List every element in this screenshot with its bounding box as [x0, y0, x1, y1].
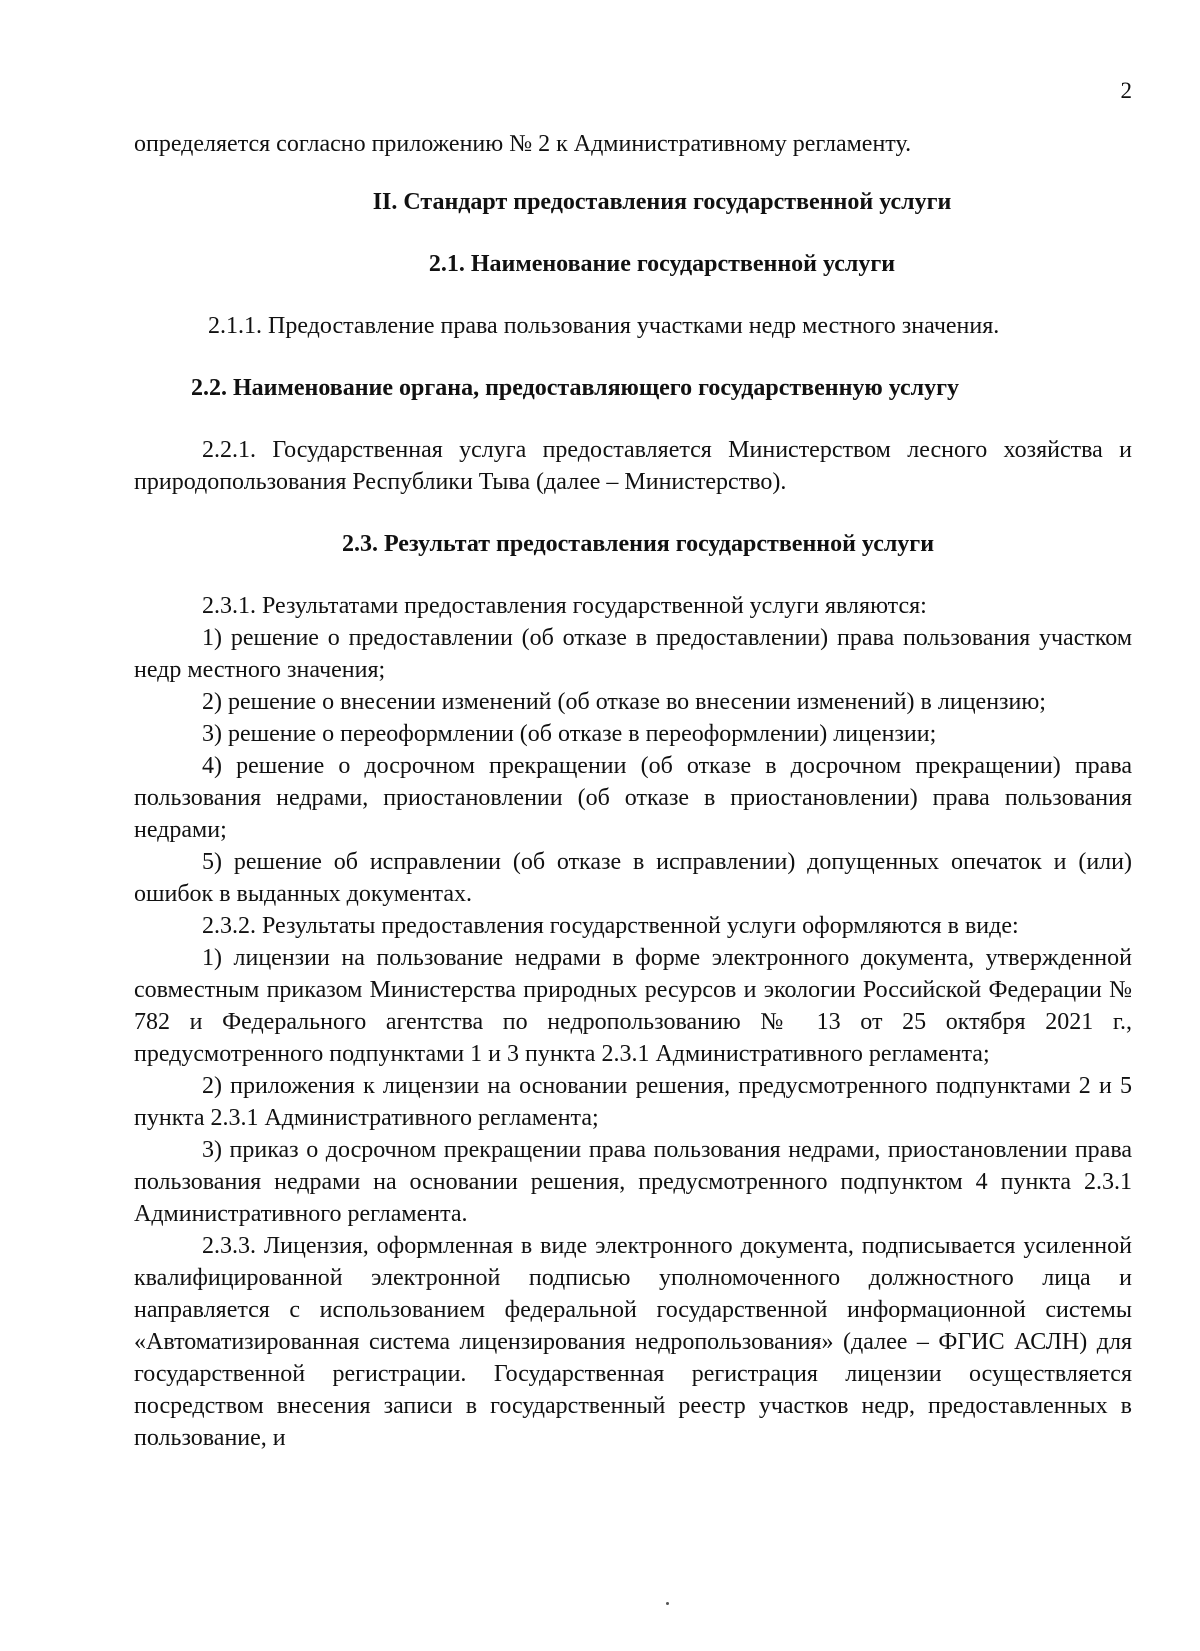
document-body: [134, 128, 1132, 1454]
list-item-2-3-1-3: 3) решение о переоформлении (об отказе в переоформлении) лицензии;: [202, 721, 937, 747]
page-number: 2: [1120, 78, 1132, 103]
paragraph-2-3-2: 2.3.2. Результаты предоставления государственной услуги оформляются в виде:: [202, 913, 1019, 939]
list-item-2-3-2-2: 2) приложения к лицензии на основании решения, предусмотренного подпунктами 2 и 5 пункта 2.3.1 Административного регламента;: [134, 1073, 1132, 1131]
paragraph-2-1-1: 2.1.1. Предоставление права пользования участками недр местного значения.: [208, 313, 1000, 339]
paragraph-2-2-1: 2.2.1. Государственная услуга предоставляется Министерством лесного хозяйства и природопользования Республики Тыва (далее – Министерство).: [134, 437, 1132, 495]
paragraph-2-3-1: 2.3.1. Результатами предоставления государственной услуги являются:: [202, 593, 927, 619]
list-item-2-3-2-1: 1) лицензии на пользование недрами в форме электронного документа, утвержденной совместным приказом Министерства природных ресурсов и экологии Российской Федерации № 782 и Федерального агентства по недропользованию № 13 от 25 октября 2021 г., предусмотренного подпунктами 1 и 3 пункта 2.3.1 Административного регламента;: [134, 945, 1132, 1067]
section-title: II. Стандарт предоставления государственной услуги: [372, 189, 952, 215]
intro-line: определяется согласно приложению № 2 к Административному регламенту.: [134, 131, 912, 157]
list-item-2-3-1-5: 5) решение об исправлении (об отказе в исправлении) допущенных опечаток и (или) ошибок в выданных документах.: [134, 849, 1132, 907]
heading-2-2: 2.2. Наименование органа, предоставляющего государственную услугу: [191, 375, 960, 401]
heading-2-3: 2.3. Результат предоставления государственной услуги: [341, 531, 935, 557]
list-item-2-3-1-4: 4) решение о досрочном прекращении (об отказе в досрочном прекращении) права пользования недрами, приостановлении (об отказе в приостановлении) права пользования недрами;: [134, 753, 1132, 843]
heading-2-1: 2.1. Наименование государственной услуги: [428, 251, 896, 277]
scan-speck: [666, 1602, 669, 1605]
list-item-2-3-2-3: 3) приказ о досрочном прекращении права пользования недрами, приостановлении права пользования недрами на основании решения, предусмотренного подпунктом 4 пункта 2.3.1 Административного регламента.: [134, 1137, 1132, 1227]
paragraph-2-3-3: 2.3.3. Лицензия, оформленная в виде электронного документа, подписывается усиленной квалифицированной электронной подписью уполномоченного должностного лица и направляется с использованием федеральной государственной информационной системы «Автоматизированная система лицензирования недропользования» (далее – ФГИС АСЛН) для государственной регистрации. Государственная регистрация лицензии осуществляется посредством внесения записи в государственный реестр участков недр, предоставленных в пользование, и: [134, 1233, 1132, 1451]
list-item-2-3-1-1: 1) решение о предоставлении (об отказе в предоставлении) права пользования участком недр местного значения;: [134, 625, 1132, 683]
list-item-2-3-1-2: 2) решение о внесении изменений (об отказе во внесении изменений) в лицензию;: [202, 689, 1046, 715]
